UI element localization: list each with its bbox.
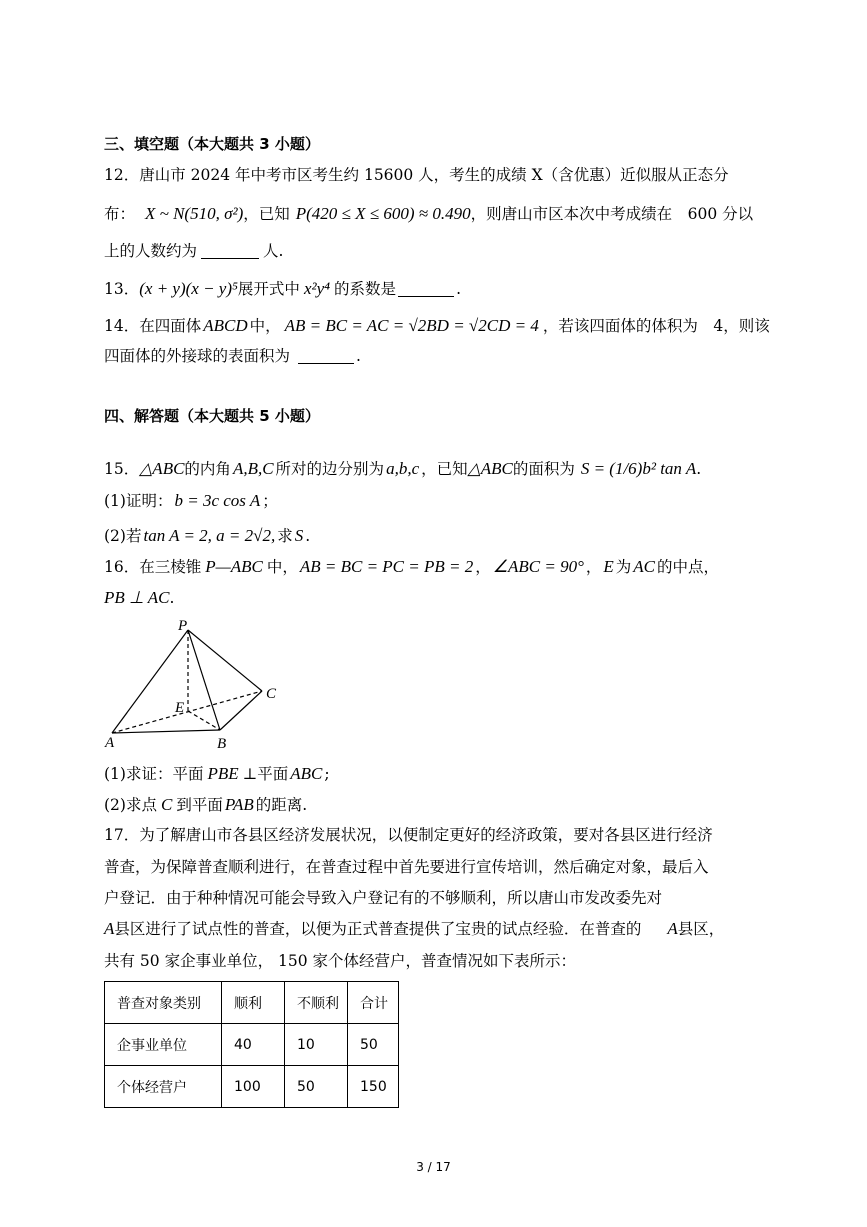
q16-part-1 xyxy=(104,763,330,785)
q12-text: ，已知 xyxy=(243,205,290,223)
table-cell: 100 xyxy=(222,1066,285,1108)
q15-variable: S xyxy=(294,526,304,545)
q16-equation: AB = BC = PC = PB = 2 xyxy=(299,557,474,576)
q12-text: ，则唐山市区本次中考成绩在 600 分以 xyxy=(470,205,754,223)
q12-text: 人. xyxy=(263,242,284,260)
q15-text: ； xyxy=(262,492,278,510)
q14-answer-blank[interactable] xyxy=(298,347,354,364)
q16-plane-pab: PAB xyxy=(224,795,254,814)
q15-text: . xyxy=(305,527,311,545)
q16-text: ， xyxy=(475,558,491,576)
q12-text: 上的人数约为 xyxy=(104,242,198,260)
q12-answer-blank[interactable] xyxy=(201,242,259,259)
q15-part-2-expression: tan A = 2, a = 2√2, xyxy=(143,526,276,545)
table-header-cell: 顺利 xyxy=(222,982,285,1024)
q16-text: ， xyxy=(585,558,602,576)
q12-probability: P(420 ≤ X ≤ 600) ≈ 0.490 xyxy=(295,204,471,223)
section-4-heading: 四、解答题（本大题共 5 小题） xyxy=(104,407,320,425)
q16-plane-abc: ABC xyxy=(290,764,323,783)
q16-text: (2)求点 xyxy=(104,796,157,814)
q14-text: ，若该四面体的体积为 4，则该 xyxy=(542,317,770,335)
q16-solid: P—ABC xyxy=(205,557,263,576)
q16-text: 中， xyxy=(266,558,298,576)
page-number: 3 / 17 xyxy=(416,1160,451,1174)
q13-text: 展开式中 xyxy=(237,280,300,298)
q16-text: 到平面 xyxy=(176,796,223,814)
edge-pa xyxy=(112,630,188,733)
table-cell: 50 xyxy=(285,1066,348,1108)
q15-text: 的内角 xyxy=(184,460,231,478)
q16-segment: AC xyxy=(633,557,656,576)
table-header-cell: 不顺利 xyxy=(285,982,348,1024)
q16-line-1 xyxy=(104,556,719,578)
table-cell: 企事业单位 xyxy=(105,1024,222,1066)
q15-text: 15． xyxy=(104,460,140,478)
q13-text: . xyxy=(456,280,461,298)
table-header-cell: 合计 xyxy=(348,982,399,1024)
q15-part-2 xyxy=(104,525,310,547)
q12-distribution: X ~ N(510, σ²) xyxy=(145,204,244,223)
q14-equation: AB = BC = AC = √2BD = √2CD = 4 xyxy=(284,316,539,335)
q13-term: x²y⁴ xyxy=(303,279,331,298)
q15-text: (2)若 xyxy=(104,527,142,545)
q13-line xyxy=(104,278,461,300)
table-row xyxy=(105,1066,399,1108)
q15-triangle: △ABC xyxy=(467,459,513,478)
q17-text: 县区， xyxy=(677,920,725,938)
q16-text: ; xyxy=(324,765,330,783)
q16-text: 的中点， xyxy=(657,558,720,576)
table-cell: 10 xyxy=(285,1024,348,1066)
q17-county-a: A xyxy=(667,919,678,938)
label-e: E xyxy=(175,700,185,716)
q13-expression: (x + y)(x − y)⁵ xyxy=(139,279,238,298)
q14-line-1 xyxy=(104,315,770,337)
q12-line-2 xyxy=(104,203,753,225)
q13-text: 的系数是 xyxy=(334,280,397,298)
table-cell: 150 xyxy=(348,1066,399,1108)
q14-text: 14．在四面体 xyxy=(104,317,202,335)
table-row xyxy=(105,1024,399,1066)
q17-line-3: 户登记．由于种种情况可能会导致入户登记有的不够顺利，所以唐山市发改委先对 xyxy=(104,889,663,907)
table-cell: 40 xyxy=(222,1024,285,1066)
q16-part-2 xyxy=(104,794,307,816)
q17-line-1: 17．为了解唐山市各县区经济发展状况，以便制定更好的经济政策，要对各县区进行经济 xyxy=(104,826,713,844)
q17-line-2: 普查，为保障普查顺利进行，在普查过程中首先要进行宣传培训，然后确定对象，最后入 xyxy=(104,858,709,876)
q15-line-1 xyxy=(104,458,701,480)
q13-text: 13． xyxy=(104,280,140,298)
q14-text: 四面体的外接球的表面积为 xyxy=(104,347,291,365)
q12-line-3 xyxy=(104,240,283,262)
label-a: A xyxy=(105,735,115,751)
q16-perpendicular: PB ⊥ AC xyxy=(104,588,170,607)
q15-part-1-expression: b = 3c cos A xyxy=(174,491,261,510)
q16-point-c: C xyxy=(160,795,173,814)
q16-text: (1)求证：平面 xyxy=(104,765,204,783)
q15-text: ，已知 xyxy=(421,460,468,478)
q14-line-2 xyxy=(104,345,361,367)
q16-text: 为 xyxy=(615,558,632,576)
q15-text: . xyxy=(696,460,702,478)
table-header-row xyxy=(105,982,399,1024)
pyramid-diagram xyxy=(100,612,300,757)
q17-county-a: A xyxy=(104,919,115,938)
q14-solid-name: ABCD xyxy=(203,316,248,335)
label-b: B xyxy=(217,736,227,752)
q15-angles: A,B,C xyxy=(232,459,274,478)
q15-sides: a,b,c xyxy=(386,459,420,478)
q14-text: . xyxy=(356,347,361,365)
label-c: C xyxy=(266,686,277,702)
q13-answer-blank[interactable] xyxy=(398,280,454,297)
edge-pb xyxy=(188,630,220,730)
q16-angle: ∠ABC = 90° xyxy=(492,557,584,576)
q17-line-4 xyxy=(104,918,724,940)
q15-text: 求 xyxy=(277,527,293,545)
q16-text: 16．在三棱锥 xyxy=(104,558,202,576)
q15-text: (1)证明： xyxy=(104,492,173,510)
q17-text: 县区进行了试点性的普查，以便为正式普查提供了宝贵的试点经验．在普查的 xyxy=(114,920,642,938)
q14-text: 中， xyxy=(249,317,281,335)
edge-pc xyxy=(188,630,262,691)
edge-ab xyxy=(112,730,220,733)
table-header-cell: 普查对象类别 xyxy=(105,982,222,1024)
q15-text: 的面积为 xyxy=(512,460,575,478)
table-cell: 个体经营户 xyxy=(105,1066,222,1108)
section-3-heading: 三、填空题（本大题共 3 小题） xyxy=(104,135,320,153)
q16-point-e: E xyxy=(603,557,614,576)
q15-area-formula: S = (1/6)b² tan A xyxy=(580,459,697,478)
q12-text: 布： xyxy=(104,205,136,223)
q16-text: ⊥平面 xyxy=(242,765,289,783)
q15-text: 所对的边分别为 xyxy=(275,460,385,478)
label-p: P xyxy=(178,618,188,634)
survey-table xyxy=(104,981,399,1108)
q15-part-1 xyxy=(104,490,278,512)
q16-text: 的距离. xyxy=(255,796,308,814)
q16-line-2 xyxy=(104,587,174,609)
q15-triangle: △ABC xyxy=(139,459,185,478)
q12-line-1: 12．唐山市 2024 年中考市区考生约 15600 人，考生的成绩 X（含优惠）近似服从正态分 xyxy=(104,166,729,184)
table-cell: 50 xyxy=(348,1024,399,1066)
q17-line-5: 共有 50 家企事业单位， 150 家个体经营户，普查情况如下表所示： xyxy=(104,952,577,970)
q16-plane-pbe: PBE xyxy=(207,764,239,783)
q16-text: . xyxy=(169,589,175,607)
